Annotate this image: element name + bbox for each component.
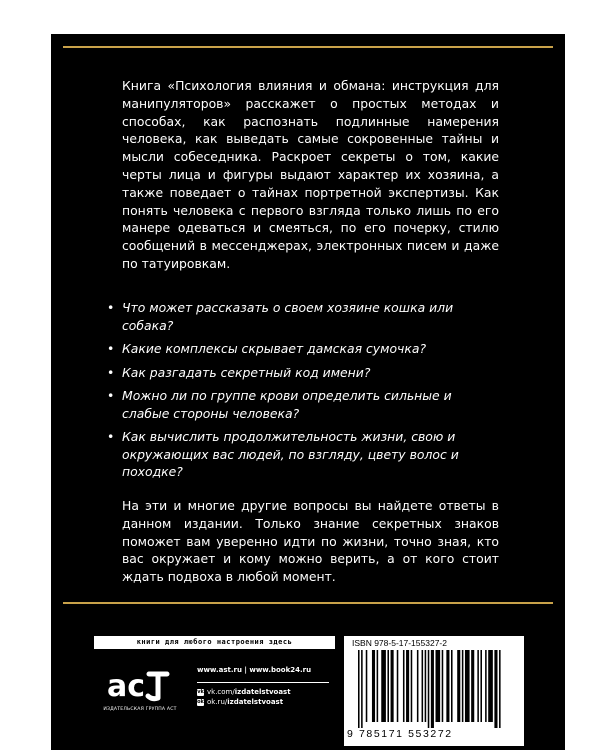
social-ok-prefix: ok.ru/: [207, 698, 228, 706]
bullet-icon: •: [107, 341, 115, 356]
intro-paragraph: Книга «Психология влияния и обмана: инструкция для манипуляторов» расскажет о простых методах и способах, как распознать подлинные намерения человека, как выведать самые сокровенные тайны и мысли собеседника. Раскроет секреты о том, какие черты лица и фигуры выдают характер их хозяина, а также поведает о тайнах портретной экспертизы. Как понять человека с первого взгляда только лишь по его манере одеваться и смеяться, по его почерку, стилю сообщений в мессенджерах, электронных писем и даже по татуировкам.: [122, 78, 499, 271]
question-item: [107, 428, 467, 481]
tagline-bar: книги для любого настроения здесь: [94, 636, 335, 649]
question-text: Как разгадать секретный код имени?: [122, 364, 371, 380]
bottom-gold-divider: [63, 602, 553, 604]
question-text: Что может рассказать о своем хозяине кошка или собака?: [122, 300, 454, 333]
question-item: [107, 387, 467, 422]
social-vk-link: [197, 688, 291, 696]
websites-divider: [197, 682, 329, 683]
websites-text: www.ast.ru | www.book24.ru: [197, 666, 312, 674]
svg-text:ac: ac: [107, 669, 146, 704]
social-vk-handle: izdatelstvoast: [234, 688, 291, 696]
question-text: Какие комплексы скрывает дамская сумочка?: [122, 341, 427, 356]
top-gold-divider: [63, 46, 553, 48]
bullet-icon: •: [107, 300, 115, 315]
social-ok-handle: izdatelstvoast: [227, 698, 284, 706]
social-ok-link: [197, 698, 283, 706]
book-back-cover: [51, 34, 565, 750]
question-item: [107, 364, 467, 382]
question-text: Как вычислить продолжительность жизни, свою и окружающих вас людей, по взгляду, цвету волос и походке?: [122, 429, 459, 479]
vk-icon: vk: [197, 688, 204, 695]
publisher-logo: [103, 664, 175, 712]
questions-list: [107, 299, 507, 487]
bullet-icon: •: [107, 364, 115, 380]
question-item: [107, 299, 467, 334]
question-text: Можно ли по группе крови определить сильные и слабые стороны человека?: [122, 388, 452, 421]
bullet-icon: •: [107, 429, 115, 444]
act-logo-icon: [103, 664, 175, 704]
barcode-icon: [358, 650, 510, 728]
publisher-name: ИЗДАТЕЛЬСКАЯ ГРУППА АСТ: [103, 707, 177, 712]
isbn-label: ISBN 978-5-17-155327-2: [352, 638, 447, 648]
outro-paragraph: На эти и многие другие вопросы вы найдете ответы в данном издании. Только знание секретных знаков поможет вам уверенно идти по жизни, точно зная, кто вас окружает и кому можно верить, а от кого стоит ждать подвоха в любой момент.: [122, 498, 499, 585]
barcode-number: 9 785171 553272: [347, 728, 453, 740]
social-vk-prefix: vk.com/: [207, 688, 235, 696]
ok-icon: ok: [197, 698, 204, 705]
isbn-barcode-box: [344, 636, 524, 746]
bullet-icon: •: [107, 388, 115, 403]
question-item: [107, 340, 467, 358]
